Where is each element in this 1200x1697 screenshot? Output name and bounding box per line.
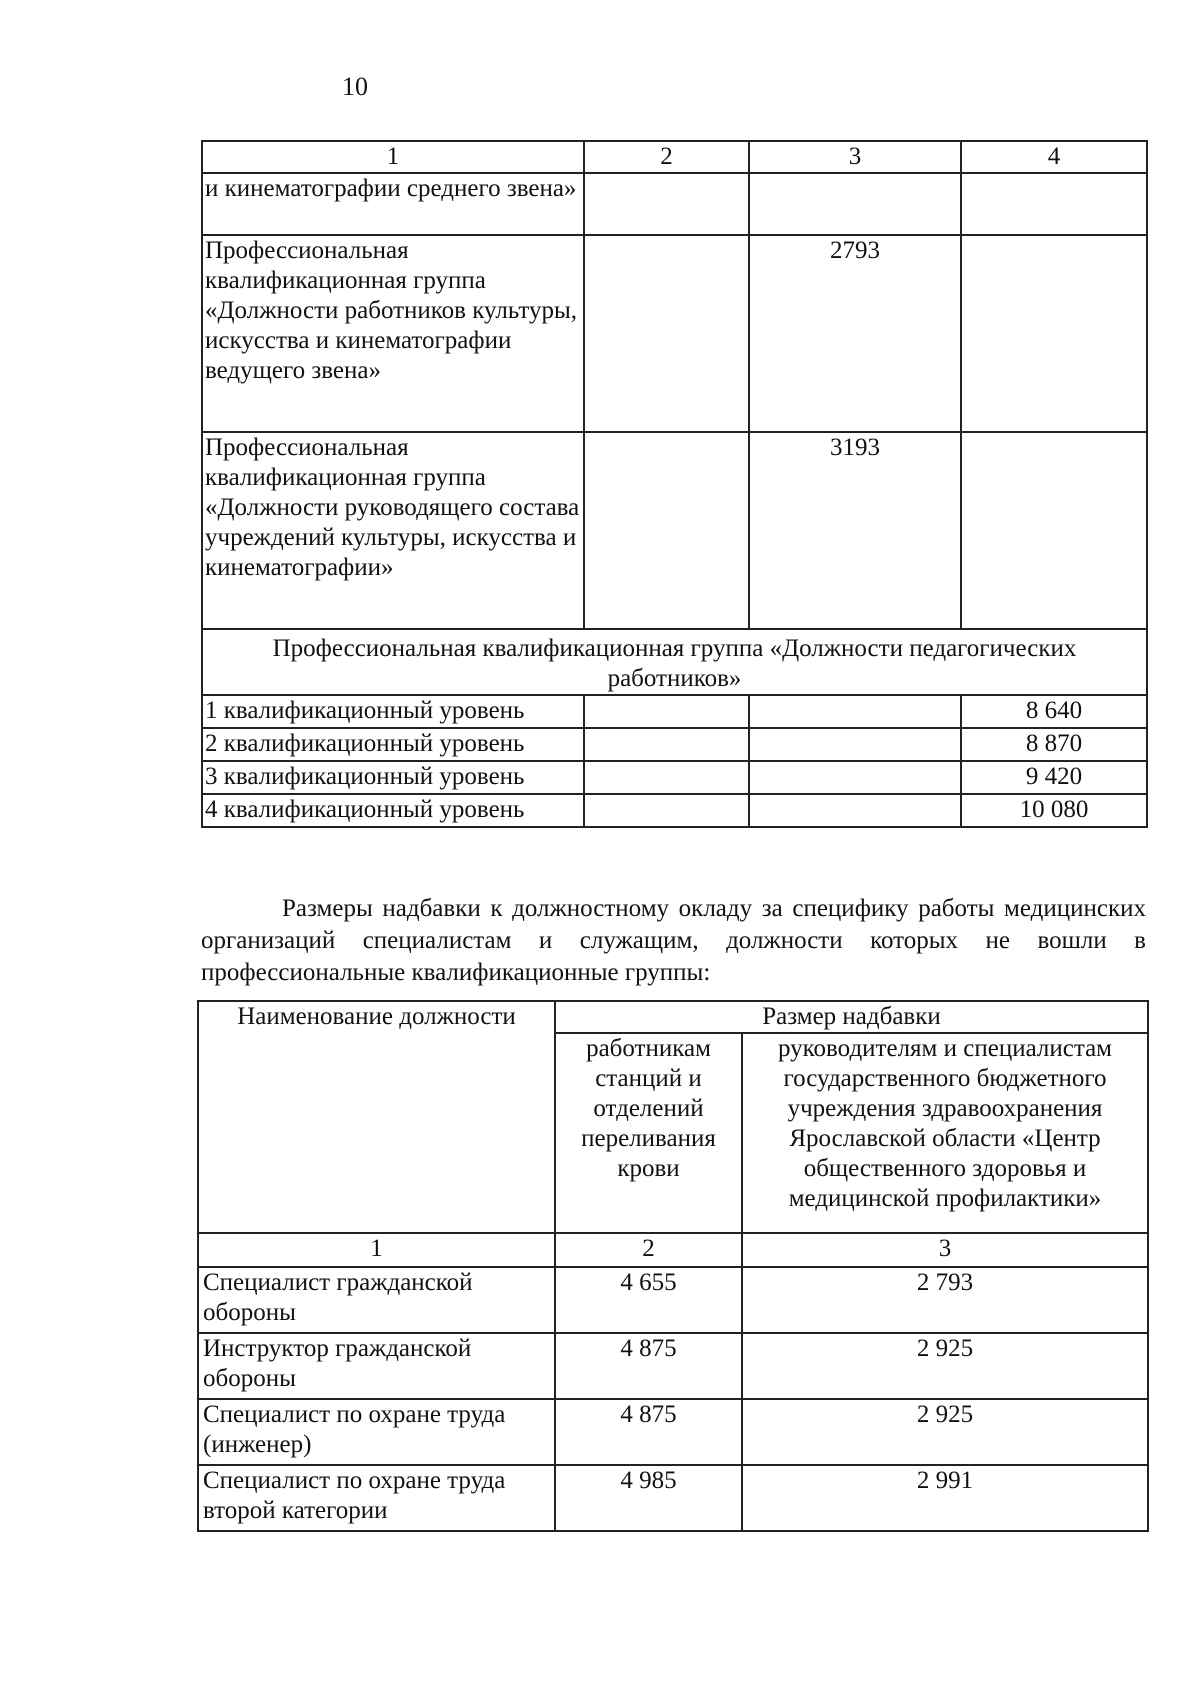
empty-cell	[584, 794, 749, 827]
column-number: 3	[742, 1233, 1148, 1267]
level-row	[202, 695, 1147, 728]
table-header-row	[202, 141, 1147, 173]
level-label: 1 квалификационный уровень	[202, 695, 584, 728]
level-row	[202, 761, 1147, 794]
table-header-row	[198, 1001, 1148, 1033]
allowance-value: 2 925	[742, 1399, 1148, 1465]
column-number: 2	[584, 141, 749, 173]
level-value: 9 420	[961, 761, 1147, 794]
allowance-value: 4 985	[555, 1465, 742, 1531]
level-row	[202, 794, 1147, 827]
allowance-value: 2 991	[742, 1465, 1148, 1531]
value-cell	[961, 235, 1147, 432]
level-label: 4 квалификационный уровень	[202, 794, 584, 827]
section-title-row	[202, 629, 1147, 695]
page-number: 10	[342, 72, 368, 101]
value-cell	[584, 432, 749, 629]
qualification-groups-table	[201, 140, 1148, 828]
allowance-table	[197, 1000, 1149, 1532]
empty-cell	[584, 761, 749, 794]
level-label: 3 квалификационный уровень	[202, 761, 584, 794]
level-label: 2 квалификационный уровень	[202, 728, 584, 761]
table-row	[202, 235, 1147, 432]
subheader-blood-transfusion: работникам станций и отделений переливания крови	[555, 1033, 742, 1233]
table-row	[198, 1333, 1148, 1399]
value-cell	[961, 432, 1147, 629]
group-name-cell: Профессиональная квалификационная группа «Должности руководящего состава учреждений культуры, искусства и кинематографии»	[202, 432, 584, 629]
value-cell	[584, 235, 749, 432]
table-row	[202, 173, 1147, 235]
section-title: Профессиональная квалификационная группа «Должности педагогических работников»	[202, 629, 1147, 695]
table-number-row	[198, 1233, 1148, 1267]
level-row	[202, 728, 1147, 761]
table-row	[198, 1465, 1148, 1531]
column-number: 3	[749, 141, 961, 173]
empty-cell	[749, 695, 961, 728]
subheader-health-center: руководителям и специалистам государственного бюджетного учреждения здравоохранения Ярославской области «Центр общественного здоровья и медицинской профилактики»	[742, 1033, 1148, 1233]
column-number: 4	[961, 141, 1147, 173]
column-number: 1	[198, 1233, 555, 1267]
value-cell	[961, 173, 1147, 235]
position-name: Инструктор гражданской обороны	[198, 1333, 555, 1399]
empty-cell	[749, 794, 961, 827]
position-name: Специалист гражданской обороны	[198, 1267, 555, 1333]
body-paragraph: Размеры надбавки к должностному окладу за специфику работы медицинских организаций специалистам и служащим, должности которых не вошли в профессиональные квалификационные группы:	[201, 895, 1146, 986]
group-name-cell: Профессиональная квалификационная группа «Должности работников культуры, искусства и кинематографии ведущего звена»	[202, 235, 584, 432]
level-value: 10 080	[961, 794, 1147, 827]
level-value: 8 870	[961, 728, 1147, 761]
table-row	[202, 432, 1147, 629]
allowance-value: 2 925	[742, 1333, 1148, 1399]
table-row	[198, 1399, 1148, 1465]
allowance-value: 2 793	[742, 1267, 1148, 1333]
column-number: 2	[555, 1233, 742, 1267]
allowance-size-header: Размер надбавки	[555, 1001, 1148, 1033]
empty-cell	[749, 761, 961, 794]
allowance-value: 4 875	[555, 1399, 742, 1465]
empty-cell	[749, 728, 961, 761]
value-cell	[749, 173, 961, 235]
allowance-value: 4 875	[555, 1333, 742, 1399]
empty-cell	[584, 695, 749, 728]
column-number: 1	[202, 141, 584, 173]
position-name: Специалист по охране труда (инженер)	[198, 1399, 555, 1465]
level-value: 8 640	[961, 695, 1147, 728]
value-cell	[584, 173, 749, 235]
table-row	[198, 1267, 1148, 1333]
position-name: Специалист по охране труда второй категории	[198, 1465, 555, 1531]
empty-cell	[584, 728, 749, 761]
value-cell: 2793	[749, 235, 961, 432]
group-name-cell: и кинематографии среднего звена»	[202, 173, 584, 235]
allowance-value: 4 655	[555, 1267, 742, 1333]
position-name-header: Наименование должности	[198, 1001, 555, 1233]
value-cell: 3193	[749, 432, 961, 629]
